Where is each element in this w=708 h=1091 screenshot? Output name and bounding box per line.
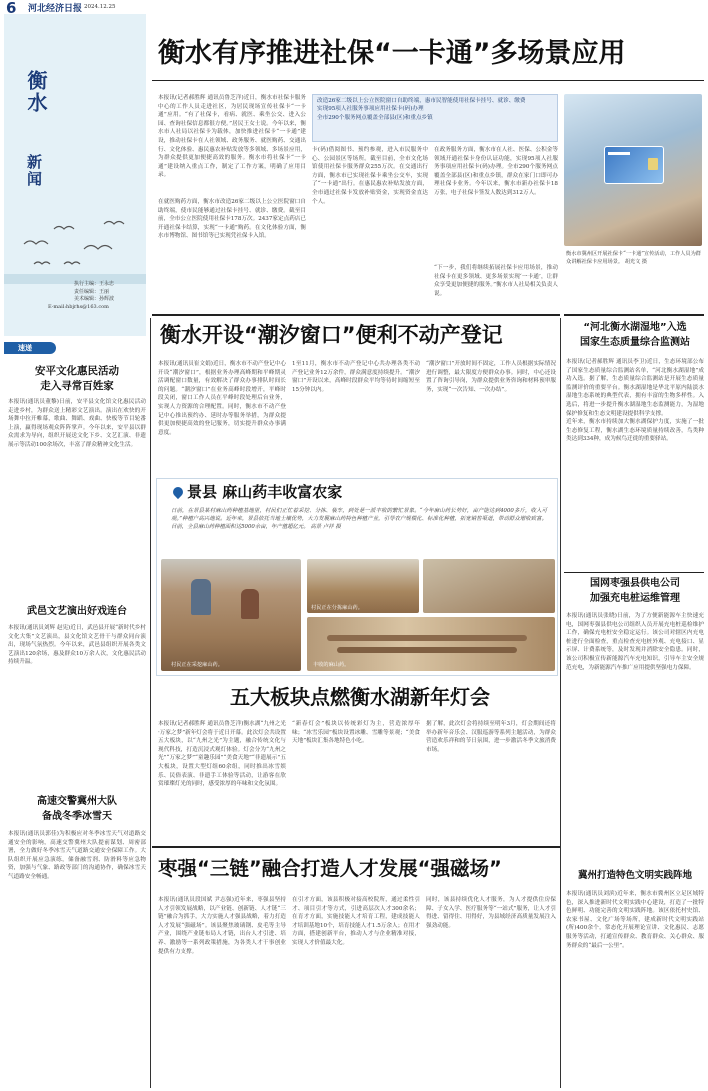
tidal-window-col3: “潮汐窗口”开放时间不固定，工作人员根据实际情况进行调整，最大限度方便群众办事。同时，中心还设置了咨询引导岗，为群众提供业务咨询和材料预审服务，实现“一次告知、一次办结”。 (426, 361, 556, 393)
left-article3-title: 高速交警冀州大队 备战冬季冰雪天 (37, 796, 117, 822)
section-label: 新闻 (25, 154, 43, 188)
right-article3-title: 冀州打造特色文明实践阵地 (577, 870, 692, 881)
left-article2-title: 武邑文艺演出好戏连台 (27, 606, 127, 617)
top-story-col1b: 在就医购药方面，衡水市改造26家二级以上公立医院窗口自助终端，使市民能够通过社保卡挂号、就诊、缴费。截至目前，全市公立医院使用社保卡178万次。2437家定点药店已开通社保卡结算，实现“一卡通”购药。在文化体验方面，衡水市博物馆、图书馆等已实现凭社保卡入馆。 (158, 199, 306, 240)
lantern-col1: 本报讯(记者郝胜辉 通讯员鲁芝洋)衡水湖“九州之光·万家之梦”新年灯会将于近日开幕。此次灯会共设置五大板块，以“九州之光”为主题，融合传统文化与现代科技，打造沉浸式观灯体验。灯会分为“九州之光”“万家之梦”“童趣乐园”“美食天地”“非遗展示”五大板块，设置大型灯组60余组，同时推出冰雪娱乐、民俗表演、非遗手工体验等活动，让游客在欣赏璀璨灯光的同时，感受浓厚的年味和文化氛围。 (158, 721, 286, 788)
right-article2-body: 本报讯(通讯员张晓)日前，为了方便新能源车主快速充电，国网枣强县供电公司组织人员开展充电桩巡检维护工作，确保充电桩安全稳定运行。该公司对辖区内充电桩进行全面检查，重点检查充电桩外观、充电接口、显示屏、计费系统等，及时发现并消除安全隐患。同时，该公司积极宣传新能源汽车充电知识，引导车主安全规范充电，为新能源汽车推广应用提供坚强电力保障。 (566, 613, 704, 671)
yam-harvest-photo-bottom: 丰收的麻山药。 (307, 617, 555, 671)
paper-name: 河北经济日报 (28, 4, 83, 14)
tidal-window-col2: 1至11月，衡水市不动产登记中心共办理各类不动产登记业务12万余件，群众满意度持续提升。“潮汐窗口”开设以来，高峰时段群众平均等待时间缩短至15分钟以内。 (292, 361, 420, 393)
top-story-col2: 卡(码)借阅图书、预约参观，进入市民服务中心、公园景区等场所。截至目前，全市文化场馆使用社保卡服务群众255万次。在交通出行方面，衡水市已实现社保卡乘坐公交车，实现了“一卡通”出行。在惠民惠农补贴发放方面，全市通过社保卡发放补贴资金，实现资金直达个人。 (312, 147, 428, 205)
right-article1-body: 本报讯(记者郝胜辉 通讯员李卫)近日，生态环境部公布了国家生态质量综合监测站名单，“河北衡水湖湿地”成功入选。据了解，生态质量综合监测站是开展生态质量监测评价的重要平台。衡水湖湿地是华北平原内陆淡水湿地生态系统的典型代表，拥有丰富的生物多样性。入选后，将进一步提升衡水湖湿地生态监测能力，为湿地保护修复和生态文明建设提供科学支撑。 近年来，衡水市持续加大衡水湖保护力度，实施了一批生态修复工程，衡水湖生态环境质量持续改善，鸟类种类达到334种，成为候鸟迁徙的重要驿站。 (566, 359, 704, 443)
left-article3-body: 本报讯(通讯员郭佳)为积极应对冬季冰雪天气对道路交通安全的影响，高速交警冀州大队提前谋划、周密部署，全力做好冬季冰雪天气道路交通安全保障工作。大队组织开展应急演练，储备融雪剂、防滑料等应急物资，加强与气象、路政等部门的沟通协作，确保冰雪天气道路安全畅通。 (8, 831, 146, 880)
editor-credits: 执行主编：王永忠 责任编辑：王丽 美术编辑：孙辉波 E-mail:hbjrhs@163.com (48, 281, 115, 310)
yam-harvest-photo-right: 村民正在分拣麻山药。 (307, 559, 419, 613)
masthead (4, 0, 146, 14)
lantern-headline: 五大板块点燃衡水湖新年灯会 (230, 685, 490, 709)
left-article1-title: 安平文化惠民活动 走入寻常百姓家 (35, 365, 119, 392)
social-security-card-photo (564, 94, 702, 246)
top-story-headline: 衡水有序推进社保“一卡通”多场景应用 (158, 38, 626, 69)
location-pin-icon (171, 485, 185, 499)
right-article3-body: 本报讯(通讯员刘滨)近年来，衡水市冀州区立足区域特色，深入推进新时代文明实践中心建设，打造了一批特色鲜明、功能完善的文明实践阵地。该区依托村史馆、农家书屋、文化广场等场所，建成新时代文明实践站(所)400余个，常态化开展理论宣讲、文化惠民、志愿服务等活动，打通宣传群众、教育群众、关心群众、服务群众的“最后一公里”。 (566, 891, 704, 949)
tidal-window-headline: 衡水开设“潮汐窗口”便利不动产登记 (160, 323, 503, 347)
quick-news-tag: 速递 (4, 342, 56, 354)
top-story-col3b: “下一步，我们将继续拓展社保卡应用场景，推动社保卡在更多领域、更多场景实现‘一卡通’，让群众享受更加便捷的服务。”衡水市人社局相关负责人说。 (434, 265, 558, 297)
tidal-window-col1: 本报讯(通讯员崔文娟)近日，衡水市不动产登记中心开设“潮汐窗口”，根据业务办理高峰期和平峰期灵活调配窗口数量，有效解决了群众办事排队时间长的问题。“潮汐窗口”在业务高峰时段增开，平峰时段关闭，窗口工作人员在平峰时段处理后台业务，实现人力资源的合理配置。同时，衡水市不动产登记中心推出预约办、延时办等服务举措，为群众提供更加便捷高效的登记服务，切实提升群众办事满意度。 (158, 361, 286, 436)
yam-harvest-photo-left: 村民正在采挖麻山药。 (161, 559, 301, 671)
talent-headline: 枣强“三链”融合打造人才发展“强磁场” (158, 857, 502, 880)
left-article1-body: 本报讯(通讯员董黎)日前，安平县文化馆文化惠民活动走进乡村，为群众送上精彩文艺演出。演出在欢快的开场舞中拉开帷幕，歌曲、舞蹈、戏曲、快板等节目轮番上演，赢得现场观众阵阵掌声。今年以来，安平县以群众需求为导向，组织开展送文化下乡、文艺汇演、非遗展示等活动100余场次，丰富了群众精神文化生活。 (8, 399, 146, 448)
section-chars: 衡水 (24, 70, 48, 114)
issue-date: 2024.12.25 (84, 4, 116, 10)
section-panel (4, 14, 146, 336)
right-article2-title: 国网枣强县供电公司 加强充电桩运维管理 (590, 578, 680, 604)
birds-illustration (4, 204, 146, 284)
top-story-col3: 在政务服务方面，衡水市在人社、医保、公积金等领域开通社保卡身份认证功能，实现95项人社服务事项应用社保卡(码)办理。全市290个服务网点覆盖全部县(区)和重点乡镇，群众在家门口即可办理社保卡业务。今年以来，衡水市新办社保卡18万张，电子社保卡签发人数达到312万人。 (434, 147, 558, 196)
page-number: 6 (6, 0, 17, 14)
lantern-col3: 据了解，此次灯会将持续至明年3月，灯会期间还将举办新年音乐会、汉服巡游等系列主题活动，为群众营造欢乐祥和的节日氛围，进一步激活冬季文旅消费市场。 (426, 721, 556, 753)
left-article2-body: 本报讯(通讯员刘辉 赵宪)近日，武邑县开展“新时代乡村文化大集”文艺演出，县文化馆文艺骨干与群众同台演出，现场气氛热烈。今年以来，武邑县组织开展各类文艺演出120余场，惠及群众10万余人次，文化惠民活动持续升温。 (8, 625, 146, 666)
top-photo-caption: 衡水市冀州区开展社保卡“一卡通”宣传活动，工作人员为群众讲解社保卡应用场景。 胡光文 摄 (566, 251, 701, 265)
top-story-highlights: 改造26家二级以上公立医院窗口自助终端，惠市民智能使用社保卡挂号、就诊、缴费 实现95项人社服务事项应用社保卡(码)办理 全市290个服务网点覆盖全部县(区)和重点乡镇 (312, 94, 558, 142)
lantern-col2: “新春灯会”板块以传统彩灯为主，营造浓厚年味；“冰雪乐园”板块设置冰雕、雪雕等景观；“美食天地”板块汇集各地特色小吃。 (292, 721, 420, 745)
talent-col3: 同时，该县持续优化人才服务，为人才提供住房保障、子女入学、医疗服务等“一站式”服务，让人才引得进、留得住、用得好，为县域经济高质量发展注入强劲动能。 (426, 897, 556, 929)
yam-harvest-photo-corner (423, 559, 555, 613)
jingxian-body: 日前，在景县某村麻山药种植基地里，村民们正忙着采挖、分拣、装车，到处是一派丰收的繁忙景象。“今年麻山药长势好，亩产能达到4000多斤，收入可观。”种植户高兴地说。近年来，景县依托当地土壤优势，大力发展麻山药特色种植产业，引导农户规模化、标准化种植，拓宽销售渠道，带动群众增收致富。目前，全县麻山药种植面积达5000余亩，年产值超亿元。 高景 卢祥 摄 (171, 508, 547, 531)
jingxian-feature-box (156, 478, 558, 676)
top-story-col1: 本报讯(记者郝胜辉 通讯员鲁芝洋)近日，衡水市社保卡服务中心的工作人员走进社区，为居民现场宣传社保卡“一卡通”应用。“有了社保卡，看病、就医、乘坐公交、进入公园、查询社保信息都很方便。”居民王女士说。今年以来，衡水市人社局以社保卡为载体，加快推进社保卡“一卡通”建设，推动社保卡在人社领域、政务服务、就医购药、交通出行、文化体验、惠民惠农补贴发放等多领域、多场景应用，为群众提供更加便捷高效的服务。衡水市将社保卡“一卡通”建设纳入重点工作，制定了工作方案，明确了应用目录。 (158, 95, 306, 179)
talent-col2: 在引才方面，该县积极对接高校院所，通过柔性引才、项目引才等方式，引进高层次人才300余名；在育才方面，实施技能人才培育工程，建成技能人才培训基地10个，培育技能人才1.5万余人；在用才方面，搭建创新平台，推动人才与企业精准对接，实现人才价值最大化。 (292, 897, 420, 946)
jingxian-headline: 景县 麻山药丰收富农家 (187, 483, 343, 501)
right-article1-title: “河北衡水湖湿地”入选 国家生态质量综合监测站 (580, 322, 690, 348)
talent-col1: 本报讯(通讯员段国斌 尹志强)近年来，枣强县坚持人才引领发展战略，以产业链、创新链、人才链“三链”融合为抓手，大力实施人才强县战略，着力打造人才发展“强磁场”。该县聚焦玻璃钢、皮毛等主导产业，围绕产业链布局人才链，出台人才引进、培养、激励等一系列政策措施，为各类人才干事创业提供有力支撑。 (158, 897, 286, 955)
